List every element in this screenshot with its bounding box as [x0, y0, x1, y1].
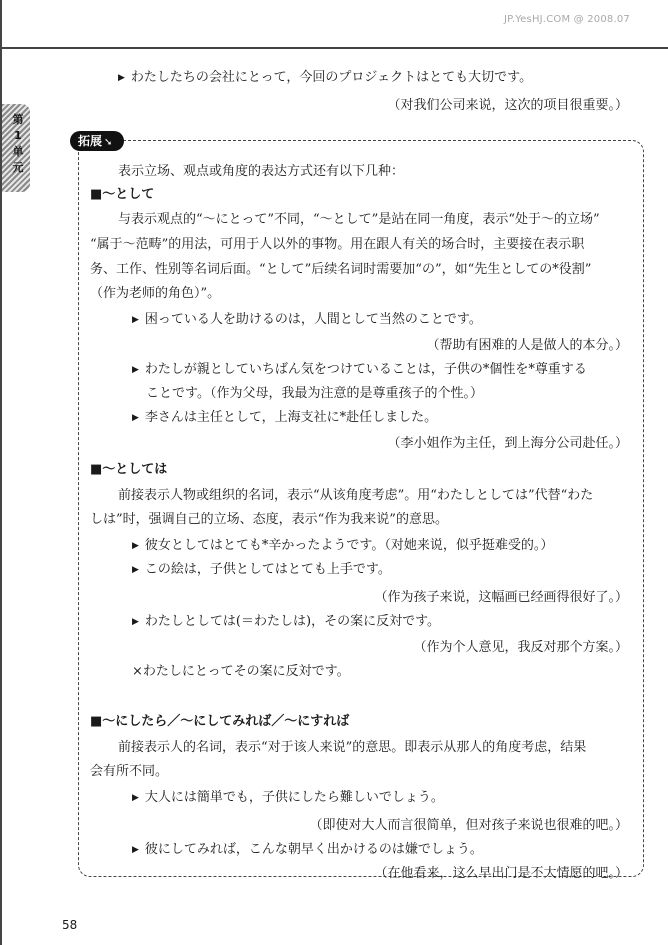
chapter-side-tab-label: 第1单元 — [12, 113, 24, 174]
example-jp: ▶ わたしが親としていちばん気をつけていることは，子供の*個性を*尊重する — [132, 362, 587, 379]
section-body-line: しは”时，强调自己的立场、态度，表示“作为我来说”的意思。 — [90, 512, 448, 527]
section-heading: ■～として — [90, 187, 155, 202]
intro-example-zh: （对我们公司来说，这次的项目很重要。） — [387, 98, 628, 113]
section-heading: ■～にしたら／～にしてみれば／～にすれば — [90, 714, 350, 729]
section-body-line: 与表示观点的“～にとって”不同，“～として”是站在同一角度，表示“处于～的立场” — [118, 212, 600, 227]
arrow-icon: ➘ — [104, 137, 113, 148]
section-heading: ■～としては — [90, 462, 168, 477]
section-body-line: “属于～范畴”的用法，可用于人以外的事物。用在跟人有关的场合时，主要接在表示职 — [90, 237, 585, 252]
section-body-line: 务、工作、性别等名词后面。“として”后续名词时需要加“の”，如“先生としての*役割” — [90, 262, 592, 277]
section-body-line: 前接表示人的名词，表示“对于该人来说”的意思。即表示从那人的角度考虑，结果 — [118, 740, 587, 755]
expansion-badge-label: 拓展 — [78, 134, 103, 148]
example-zh: （在他看来，这么早出门是不大情愿的吧。） — [374, 866, 628, 881]
example-zh: （作为孩子来说，这幅画已经画得很好了。） — [374, 590, 628, 605]
example-jp: ▶ 大人には簡単でも，子供にしたら難しいでしょう。 — [132, 790, 444, 807]
example-jp: ▶ 李さんは主任として，上海支社に*赴任しました。 — [132, 410, 437, 427]
header-rule — [0, 47, 668, 49]
example-zh: （李小姐作为主任，到上海分公司赴任。） — [387, 436, 628, 451]
watermark: JP.YesHJ.COM @ 2008.07 — [504, 14, 630, 25]
example-jp-cont: ことです。（作为父母，我最为注意的是尊重孩子的个性。） — [146, 386, 483, 401]
expansion-badge — [70, 131, 124, 151]
section-body-line: 前接表示人物或组织的名词，表示“从该角度考虑”。用“わたしとしては”代替“わた — [118, 488, 594, 503]
example-zh: （作为个人意见，我反对那个方案。） — [413, 640, 628, 655]
section-body-line: （作为老师的角色）”。 — [90, 286, 221, 301]
page-number: 58 — [62, 918, 78, 932]
wrong-example: ×わたしにとってその案に反対です。 — [132, 664, 350, 679]
example-jp: ▶ 困っている人を助けるのは，人間として当然のことです。 — [132, 312, 482, 329]
intro-example-jp: ▶ わたしたちの会社にとって，今回のプロジェクトはとても大切です。 — [118, 70, 532, 87]
example-jp: ▶ 彼にしてみれば，こんな朝早く出かけるのは嫌でしょう。 — [132, 842, 483, 859]
section-body-line: 会有所不同。 — [90, 764, 169, 779]
example-jp: ▶ この絵は，子供としてはとても上手です。 — [132, 562, 391, 579]
expansion-intro: 表示立场、观点或角度的表达方式还有以下几种： — [118, 164, 405, 179]
example-jp: ▶ わたしとしては(＝わたしは)，その案に反対です。 — [132, 614, 440, 631]
example-jp: ▶ 彼女としてはとても*辛かったようです。（对她来说，似乎挺难受的。） — [132, 538, 553, 555]
example-zh: （帮助有困难的人是做人的本分。） — [426, 338, 628, 353]
example-zh: （即使对大人而言很简单，但对孩子来说也很难的吧。） — [309, 818, 628, 833]
